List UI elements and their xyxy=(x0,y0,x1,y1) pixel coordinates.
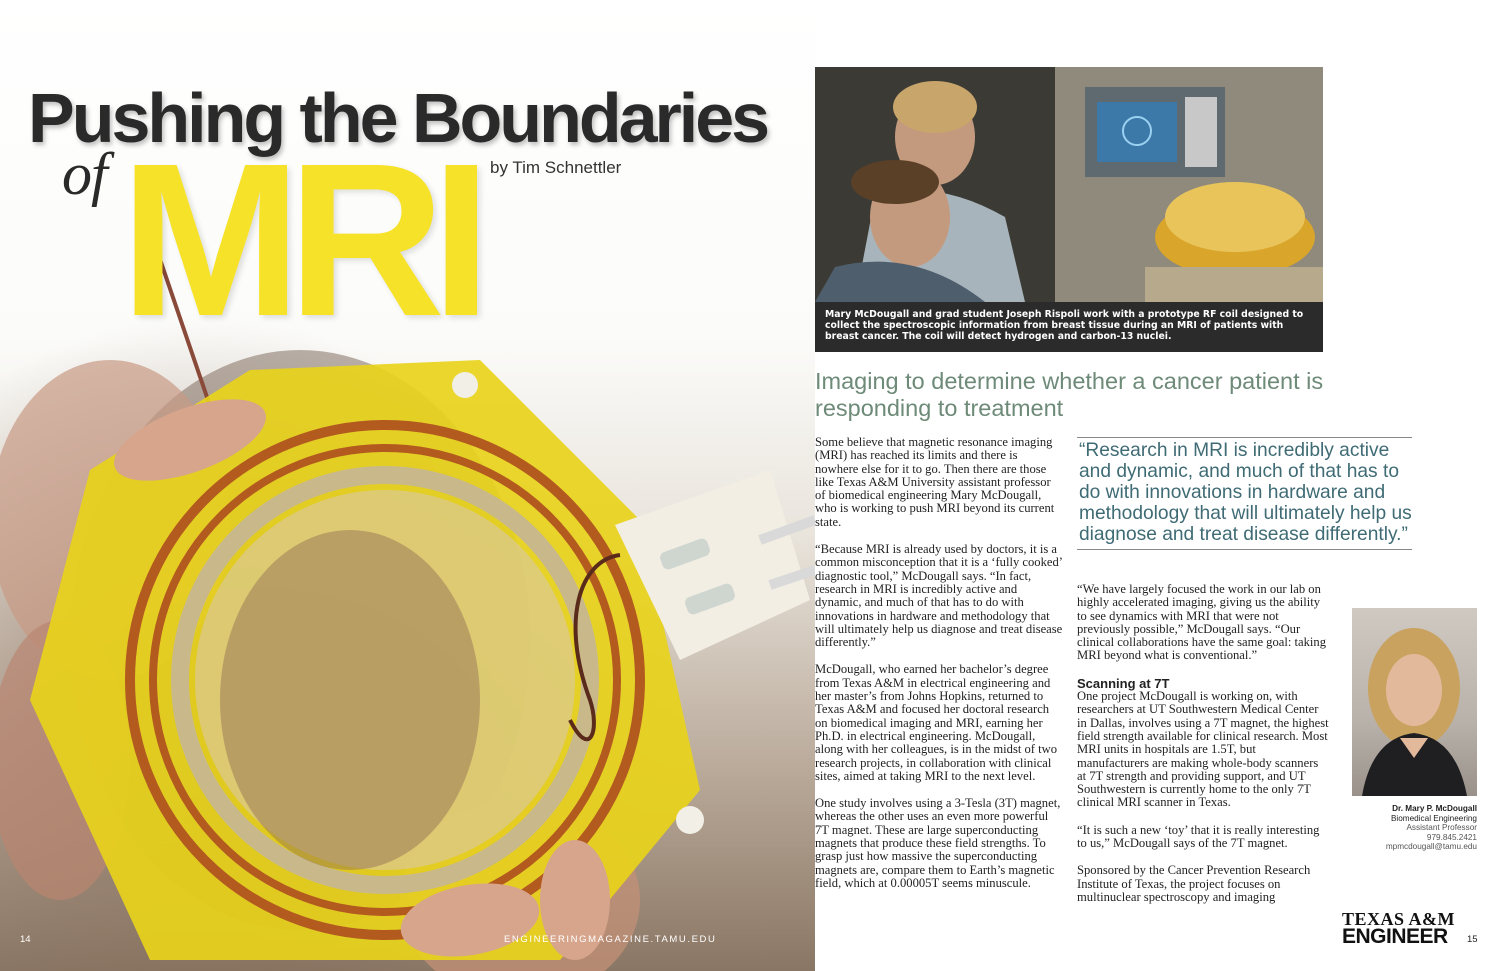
author-bio xyxy=(1352,804,1477,852)
lab-photo xyxy=(815,67,1323,352)
bio-phone: 979.845.2421 xyxy=(1426,832,1477,842)
body-column-1 xyxy=(815,436,1063,904)
article-title-of: of xyxy=(62,141,107,207)
magazine-logo xyxy=(1342,911,1462,947)
bio-title: Assistant Professor xyxy=(1406,823,1477,833)
paragraph: “It is such a new ‘toy’ that it is really interesting to us,” McDougall says of the 7T magnet. xyxy=(1077,822,1320,851)
logo-line-1: TEXAS A&M xyxy=(1342,909,1456,929)
bio-email: mpmcdougall@tamu.edu xyxy=(1385,842,1477,852)
portrait-illustration xyxy=(1352,608,1477,796)
paragraph: McDougall, who earned her bachelor’s degree from Texas A&M in electrical engineering and her master’s from Johns Hopkins, returned to Texas A&M and focused her doctoral research on biomedical imaging and MRI, earning her Ph.D. in electrical engineering. McDougall, along with her colleagues, is in the midst of two research projects, in collaboration with clinical sites, aimed at taking MRI to the next level. xyxy=(815,662,1058,783)
pull-quote: “Research in MRI is incredibly active and dynamic, and much of that has to do with innovations in hardware and methodology that will ultimately help us diagnose and treat disease differently.” xyxy=(1077,437,1412,550)
paragraph: One study involves using a 3-Tesla (3T) magnet, whereas the other uses an even more powerful 7T magnet. These are large superconducting magnets that produce these field strengths. To grasp just how massive the superconducting magnets are, compare them to Earth’s magnetic field, which at 0.00005T seems minuscule. xyxy=(815,796,1061,890)
paragraph: “We have largely focused the work in our lab on highly accelerated imaging, giving us the ability to see dynamics with MRI that were not previously possible,” McDougall says. “Our clinical collaborations have the same goal: taking MRI beyond what is conventional.” xyxy=(1077,582,1326,663)
magazine-url: ENGINEERINGMAGAZINE.TAMU.EDU xyxy=(504,934,717,945)
page-number-right: 15 xyxy=(1467,934,1478,945)
section-subhead: Imaging to determine whether a cancer patient is responding to treatment xyxy=(815,368,1324,421)
section-heading: Scanning at 7T xyxy=(1077,675,1170,691)
paragraph: Some believe that magnetic resonance imaging (MRI) has reached its limits and there is nowhere else for it to go. Then there are those like Texas A&M University assistant professor of biomedical engineering Mary McDougall, who is working to push MRI beyond its current state. xyxy=(815,435,1055,529)
byline: by Tim Schnettler xyxy=(490,158,622,177)
author-portrait xyxy=(1352,608,1477,796)
article-title-mri: MRI xyxy=(120,119,478,362)
lab-scene-illustration xyxy=(815,67,1323,302)
page-number-left: 14 xyxy=(20,934,31,945)
body-column-2 xyxy=(1077,583,1329,918)
logo-line-2: ENGINEER xyxy=(1342,925,1448,948)
photo-caption: Mary McDougall and grad student Joseph Rispoli work with a prototype RF coil designed to collect the spectroscopic information from breast tissue during an MRI of patients with breast cancer. The coil will detect hydrogen and carbon-13 nuclei. xyxy=(815,302,1323,352)
bio-name: Dr. Mary P. McDougall xyxy=(1392,804,1477,813)
paragraph: One project McDougall is working on, with researchers at UT Southwestern Medical Center in Dallas, involves using a 7T magnet, the highest field strength available for clinical research. Most MRI units in hospitals are 1.5T, but manufacturers are making whole-body scanners at 7T strength and providing support, and UT Southwestern is currently home to the only 7T clinical MRI scanner in Texas. xyxy=(1077,689,1329,810)
bio-department: Biomedical Engineering xyxy=(1390,813,1477,823)
article-title: Pushing the Boundaries xyxy=(28,79,768,157)
paragraph: “Because MRI is already used by doctors, it is a common misconception that it is a ‘fully cooked’ diagnostic tool,” McDougall says. “In fact, research in MRI is incredibly active and dynamic, and much of that has to do with innovations in hardware and methodology that will ultimately help us diagnose and treat disease differently.” xyxy=(815,542,1063,650)
paragraph: Sponsored by the Cancer Prevention Research Institute of Texas, the project focuses on multinuclear spectroscopy and imaging xyxy=(1077,863,1311,904)
